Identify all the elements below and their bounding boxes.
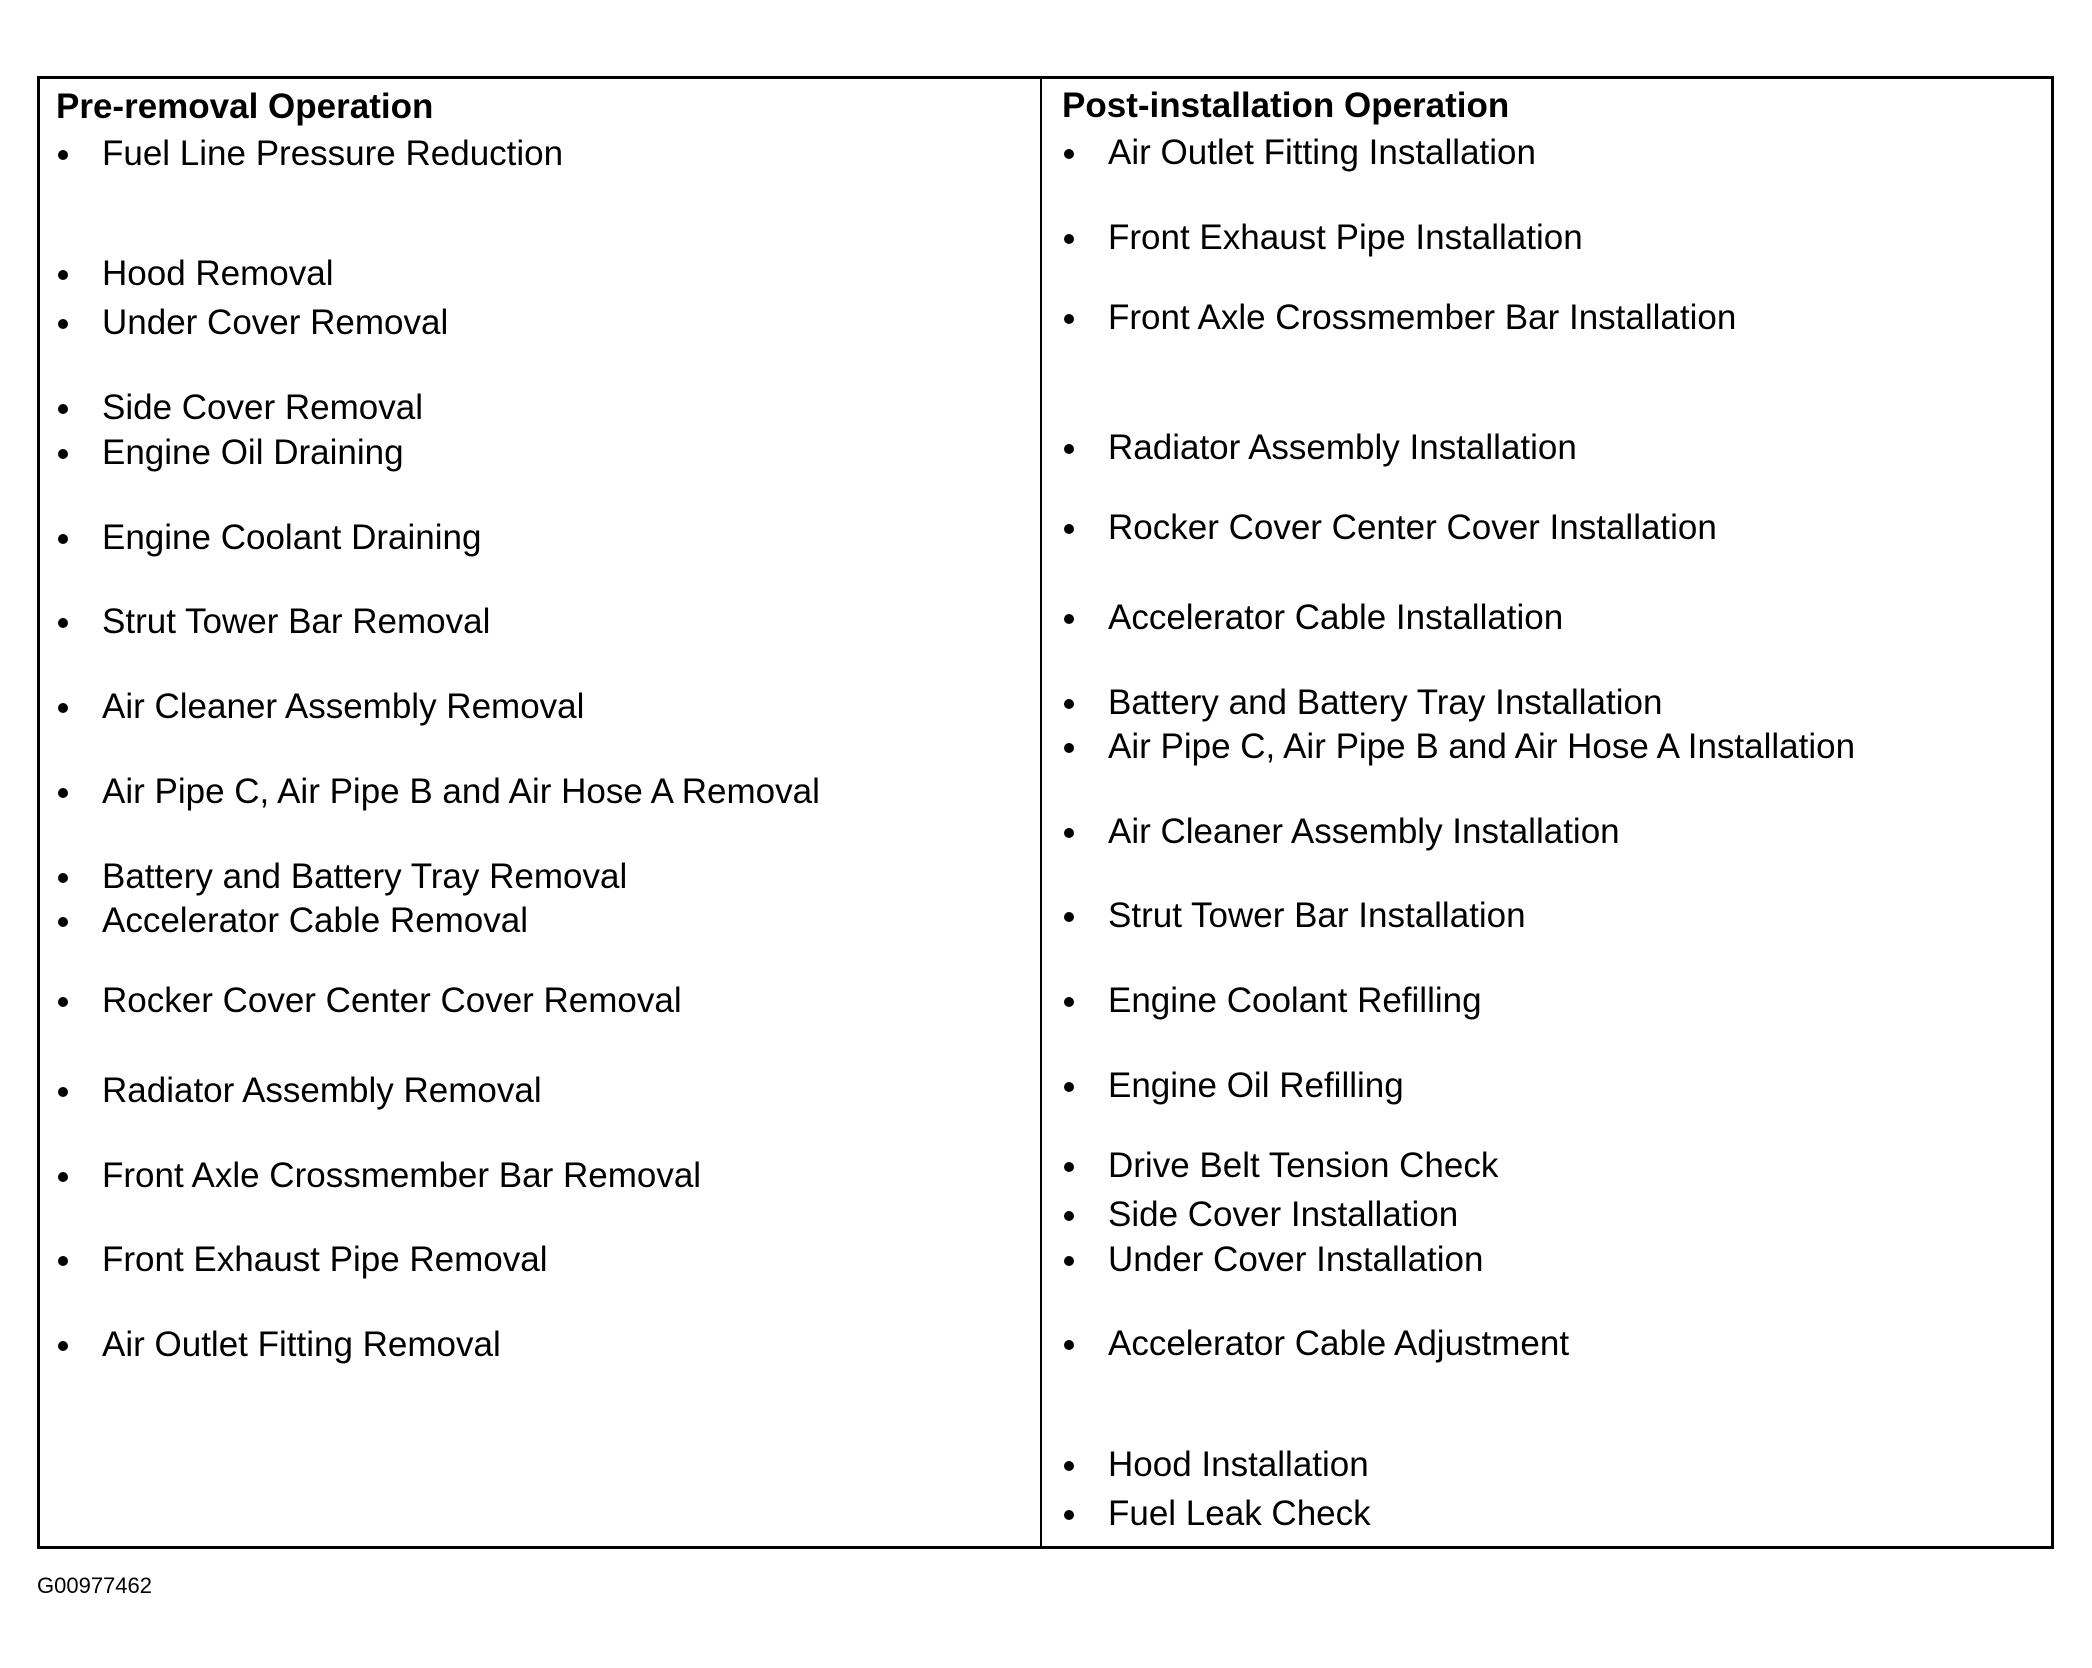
bullet-icon xyxy=(1064,997,1074,1007)
bullet-icon xyxy=(1064,524,1074,534)
bullet-icon xyxy=(1064,1211,1074,1221)
bullet-icon xyxy=(58,1087,68,1097)
bullet-icon xyxy=(1064,314,1074,324)
figure-id: G00977462 xyxy=(37,1573,152,1598)
bullet-icon xyxy=(1064,614,1074,624)
bullet-icon xyxy=(58,449,68,459)
bullet-icon xyxy=(1064,1082,1074,1092)
bullet-icon xyxy=(1064,743,1074,753)
bullet-icon xyxy=(58,997,68,1007)
pre-removal-heading: Pre-removal Operation xyxy=(56,87,434,126)
bullet-icon xyxy=(1064,828,1074,838)
bullet-icon xyxy=(1064,1256,1074,1266)
bullet-icon xyxy=(58,873,68,883)
bullet-icon xyxy=(1064,149,1074,159)
bullet-icon xyxy=(58,1341,68,1351)
bullet-icon xyxy=(58,917,68,927)
bullet-icon xyxy=(58,534,68,544)
operations-table: Pre-removal Operation Fuel Line Pressure Reduction Hood Removal Under Cover Removal Side Cover Removal Engine Oil Draining Engine Coolant Draining Strut Tower Bar Removal Air Cleaner Assembly Removal Air Pipe C, Air Pipe B and Air Hose A Removal Battery and Battery Tray Removal Accelerator Cable Removal Rocker Cover Center Cover Removal Radiator Assembly Removal Front Axle Crossmember Bar Removal Front Exhaust Pipe Removal Air Outlet Fitting Removal Post-installation Operation Air Outlet Fitting Installation Front Exhaust Pipe Installation Front Axle Crossmember Bar Installation Radiator Assembly Installation Rocker Cover Center Cover Installation Accelerator Cable Installation Battery and Battery Tray Installation Air Pipe C, Air Pipe B and Air Hose A Installation Air Cleaner Assembly Installation Strut Tower Bar Installation Engine Coolant Refilling Engine Oil Refilling Drive Belt Tension Check Side Cover Installation Under Cover Installation Accelerator Cable Adjustment Hood Installation Fuel Leak Check xyxy=(37,76,2054,1549)
bullet-icon xyxy=(58,1256,68,1266)
bullet-icon xyxy=(1064,699,1074,709)
bullet-icon xyxy=(1064,444,1074,454)
bullet-icon xyxy=(58,703,68,713)
bullet-icon xyxy=(1064,1461,1074,1471)
post-installation-heading: Post-installation Operation xyxy=(1062,86,1510,125)
bullet-icon xyxy=(58,404,68,414)
bullet-icon xyxy=(58,319,68,329)
bullet-icon xyxy=(1064,1340,1074,1350)
bullet-icon xyxy=(58,1172,68,1182)
bullet-icon xyxy=(58,618,68,628)
column-divider xyxy=(1040,79,1042,1546)
bullet-icon xyxy=(1064,1510,1074,1520)
bullet-icon xyxy=(58,150,68,160)
bullet-icon xyxy=(1064,1162,1074,1172)
bullet-icon xyxy=(1064,912,1074,922)
bullet-icon xyxy=(58,788,68,798)
bullet-icon xyxy=(58,270,68,280)
bullet-icon xyxy=(1064,234,1074,244)
